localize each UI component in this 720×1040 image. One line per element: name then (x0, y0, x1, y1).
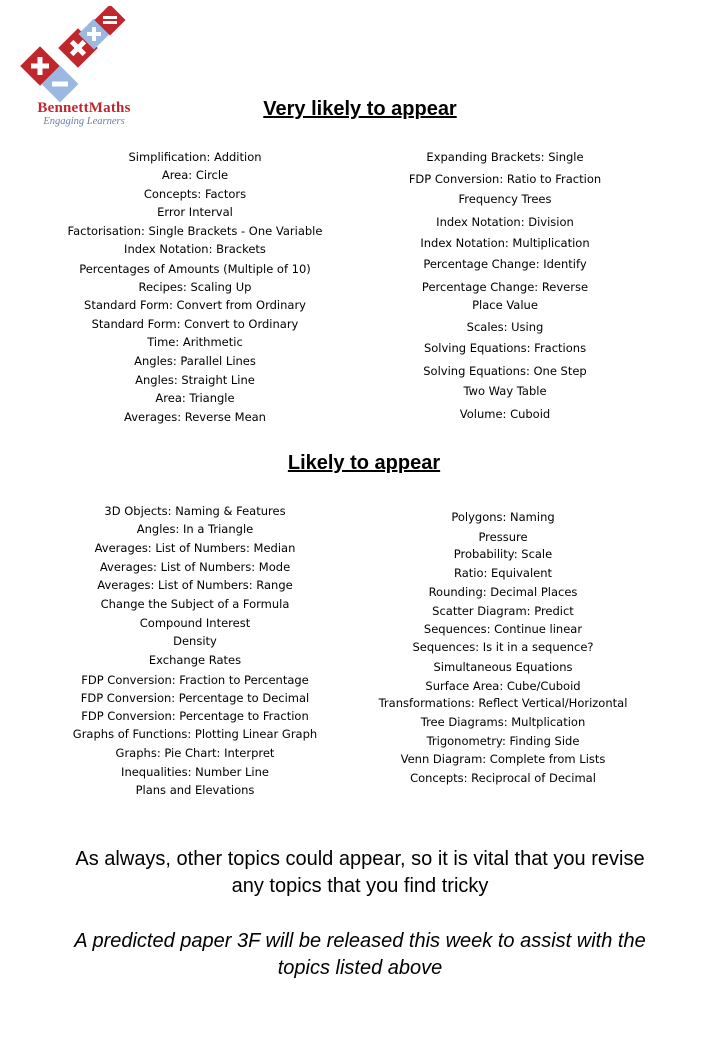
topic-item: Time: Arithmetic (147, 335, 243, 349)
topic-item: Percentages of Amounts (Multiple of 10) (79, 262, 311, 276)
topic-item: Solving Equations: One Step (423, 364, 587, 378)
topic-item: Index Notation: Brackets (124, 242, 266, 256)
topic-item: Change the Subject of a Formula (100, 597, 290, 611)
topic-item: Exchange Rates (148, 653, 242, 667)
topic-item: Inequalities: Number Line (121, 765, 269, 779)
brand-name: BennettMaths (37, 100, 131, 116)
topic-item: Concepts: Reciprocal of Decimal (410, 771, 596, 785)
topic-item: Area: Circle (161, 168, 229, 182)
footer-note (20, 846, 700, 900)
topic-item: Index Notation: Division (436, 215, 574, 229)
topic-item: Sequences: Is it in a sequence? (412, 640, 594, 654)
topic-item: Density (173, 634, 217, 648)
brand-tagline: Engaging Learners (43, 116, 125, 127)
topic-item: Percentage Change: Reverse (421, 280, 589, 294)
topic-item: Factorisation: Single Brackets - One Variable (67, 224, 323, 238)
topic-item: Trigonometry: Finding Side (426, 734, 580, 748)
topic-item: FDP Conversion: Percentage to Decimal (80, 691, 310, 705)
topic-item: Ratio: Equivalent (453, 566, 553, 580)
footer-line-3: A predicted paper 3F will be released this week to assist with the (74, 930, 646, 952)
topic-item: FDP Conversion: Percentage to Fraction (81, 709, 309, 723)
topic-item: Standard Form: Convert to Ordinary (91, 317, 299, 331)
topic-item: Index Notation: Multiplication (420, 236, 590, 250)
footer-line-2: any topics that you find tricky (231, 875, 489, 897)
topic-item: Compound Interest (139, 616, 251, 630)
footer-line-1: As always, other topics could appear, so it is vital that you revise (75, 848, 645, 870)
topic-item: Polygons: Naming (451, 510, 555, 524)
topic-item: Expanding Brackets: Single (426, 150, 584, 164)
topic-item: Concepts: Factors (143, 187, 247, 201)
topic-item: Transformations: Reflect Vertical/Horizontal (378, 696, 628, 710)
topic-item: Averages: List of Numbers: Mode (99, 560, 291, 574)
topic-item: Graphs of Functions: Plotting Linear Graph (72, 727, 318, 741)
topic-item: Area: Triangle (155, 391, 235, 405)
topic-item: Frequency Trees (458, 192, 552, 206)
topic-item: Scales: Using (466, 320, 544, 334)
topic-item: Angles: In a Triangle (136, 522, 254, 536)
footer-line-4: topics listed above (277, 957, 443, 979)
topic-item: Recipes: Scaling Up (138, 280, 252, 294)
topic-item: Volume: Cuboid (459, 407, 551, 421)
footer-announcement (20, 928, 700, 982)
topic-item: Graphs: Pie Chart: Interpret (115, 746, 275, 760)
topic-item: Angles: Straight Line (135, 373, 255, 387)
topic-item: Place Value (472, 298, 538, 312)
topic-item: Tree Diagrams: Multplication (420, 715, 586, 729)
topic-item: Surface Area: Cube/Cuboid (425, 679, 581, 693)
topic-item: Error Interval (157, 205, 233, 219)
topic-item: FDP Conversion: Ratio to Fraction (408, 172, 602, 186)
topic-item: Solving Equations: Fractions (423, 341, 587, 355)
topic-item: Venn Diagram: Complete from Lists (400, 752, 606, 766)
topic-item: Averages: List of Numbers: Range (97, 578, 293, 592)
likely-heading: Likely to appear (287, 452, 441, 474)
topic-item: Averages: Reverse Mean (124, 410, 266, 424)
very-likely-heading: Very likely to appear (263, 98, 457, 120)
topic-item: Probability: Scale (453, 547, 553, 561)
topic-item: Scatter Diagram: Predict (432, 604, 574, 618)
topic-item: Percentage Change: Identify (423, 257, 587, 271)
topic-item: Sequences: Continue linear (423, 622, 583, 636)
topic-item: Rounding: Decimal Places (428, 585, 578, 599)
topic-item: Simplification: Addition (128, 150, 262, 164)
topic-item: Standard Form: Convert from Ordinary (84, 298, 306, 312)
topic-item: FDP Conversion: Fraction to Percentage (81, 673, 309, 687)
topic-item: Two Way Table (463, 384, 547, 398)
topic-item: 3D Objects: Naming & Features (104, 504, 286, 518)
topic-item: Averages: List of Numbers: Median (94, 541, 296, 555)
topic-item: Simultaneous Equations (433, 660, 573, 674)
topic-item: Plans and Elevations (135, 783, 255, 797)
topic-item: Pressure (478, 530, 528, 544)
topic-item: Angles: Parallel Lines (134, 354, 256, 368)
